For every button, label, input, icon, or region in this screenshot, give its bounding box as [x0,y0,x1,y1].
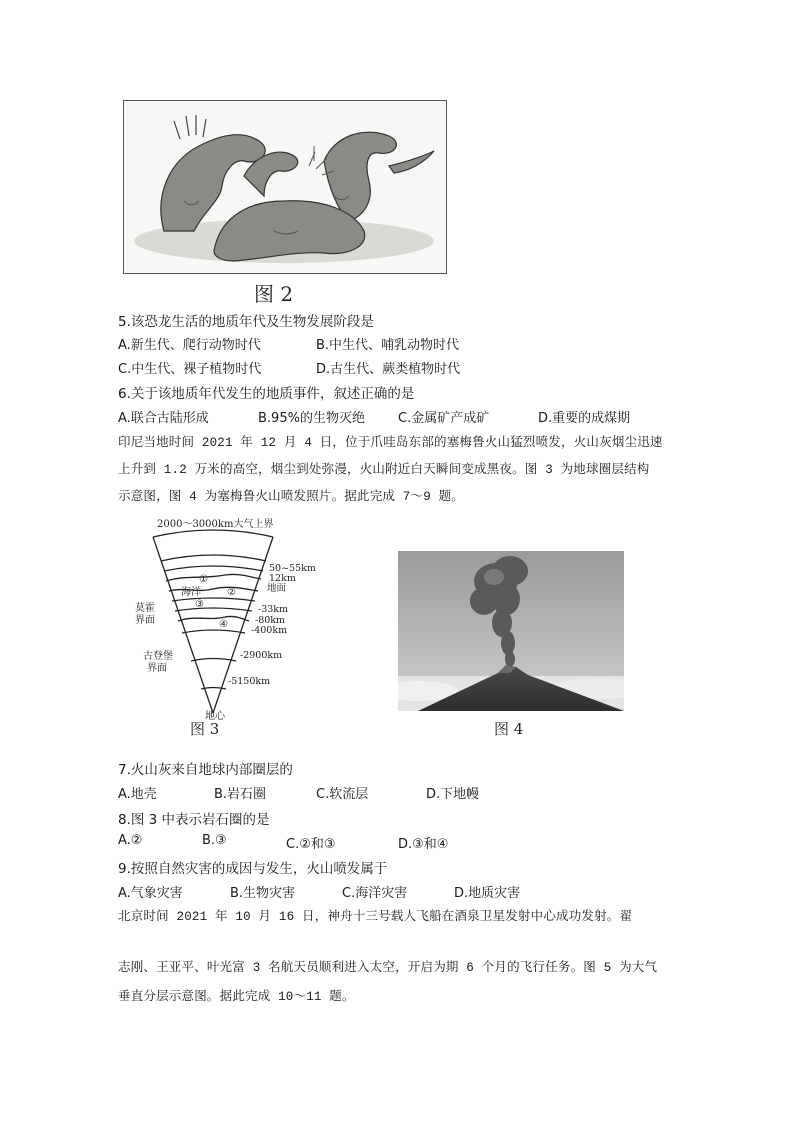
q6-option-b[interactable]: B.95%的生物灭绝 [258,411,365,426]
figure-2-image [123,100,447,274]
figure-3-diagram [135,515,335,720]
layer-number-1: ① [199,574,208,585]
q6-option-a[interactable]: A.联合古陆形成 [118,411,209,426]
earth-center-label: 地心 [205,711,225,720]
depth-label-1: 50~55km [269,563,316,574]
gutenberg-label-line-2: 界面 [147,663,167,674]
passage-1-line-3: 示意图，图 4 为塞梅鲁火山喷发照片。据此完成 7～9 题。 [118,490,465,504]
q9-option-d[interactable]: D.地质灾害 [454,886,521,901]
passage-2-line-3: 垂直分层示意图。据此完成 10～11 题。 [118,990,355,1004]
depth-label-6: -400km [251,625,288,636]
depth-label-8: -5150km [228,676,271,687]
q8-option-b[interactable]: B.③ [202,833,227,848]
moho-label-line-2: 界面 [135,615,155,626]
depth-label-3: 地面 [267,583,287,594]
q6-option-d[interactable]: D.重要的成煤期 [538,411,631,426]
question-7-stem: 7.火山灰来自地球内部圈层的 [118,762,293,778]
q7-option-c[interactable]: C.软流层 [316,787,369,802]
passage-1-line-2: 上升到 1.2 万米的高空，烟尘到处弥漫，火山附近白天瞬间变成黑夜。图 3 为地球圈层结构 [118,463,650,477]
q7-option-d[interactable]: D.下地幔 [426,787,480,802]
depth-label-7: -2900km [240,650,283,661]
q6-option-c[interactable]: C.金属矿产成矿 [398,411,490,426]
layer-number-2: ② [227,587,236,598]
passage-1-line-1: 印尼当地时间 2021 年 12 月 4 日，位于爪哇岛东部的塞梅鲁火山猛烈喷发，火山灰烟尘迅速 [118,436,663,450]
earth-layers-diagram [135,515,335,720]
q9-option-b[interactable]: B.生物灾害 [230,886,296,901]
q8-option-d[interactable]: D.③和④ [398,837,449,852]
figure-4-caption: 图 4 [494,720,524,738]
passage-2-line-1: 北京时间 2021 年 10 月 16 日，神舟十三号载人飞船在酒泉卫星发射中心成功发射。翟 [118,910,633,924]
volcano-eruption-photo [398,551,624,711]
figure-3-caption: 图 3 [190,720,220,738]
layer-number-3: ③ [195,599,204,610]
q5-option-a[interactable]: A.新生代、爬行动物时代 [118,338,261,353]
q8-option-c[interactable]: C.②和③ [286,837,336,852]
q5-option-d[interactable]: D.古生代、蕨类植物时代 [316,362,461,377]
layer-number-4: ④ [219,619,228,630]
depth-label-2: 12km [269,573,296,584]
question-8-stem: 8.图 3 中表示岩石圈的是 [118,812,270,828]
question-6-stem: 6.关于该地质年代发生的地质事件，叙述正确的是 [118,386,415,402]
q8-option-a[interactable]: A.② [118,833,143,848]
dinosaur-illustration [124,101,446,273]
depth-label-4: -33km [258,604,289,615]
q5-option-c[interactable]: C.中生代、裸子植物时代 [118,362,262,377]
figure-2-caption: 图 2 [254,282,294,306]
top-boundary-label: 2000～3000km大气上界 [157,519,274,530]
moho-label-line-1: 莫霍 [135,603,155,614]
q7-option-a[interactable]: A.地壳 [118,787,157,802]
passage-2-line-2: 志刚、王亚平、叶光富 3 名航天员顺利进入太空，开启为期 6 个月的飞行任务。图 5 为大气 [118,961,658,975]
q5-option-b[interactable]: B.中生代、哺乳动物时代 [316,338,460,353]
question-5-stem: 5.该恐龙生活的地质年代及生物发展阶段是 [118,314,374,330]
gutenberg-label-line-1: 古登堡 [143,651,173,662]
q9-option-c[interactable]: C.海洋灾害 [342,886,408,901]
question-9-stem: 9.按照自然灾害的成因与发生，火山喷发属于 [118,861,388,877]
ocean-label: 海洋 [181,587,201,598]
depth-label-5: -80km [255,615,286,626]
q9-option-a[interactable]: A.气象灾害 [118,886,183,901]
figure-4-photo [398,551,624,711]
q7-option-b[interactable]: B.岩石圈 [214,787,267,802]
